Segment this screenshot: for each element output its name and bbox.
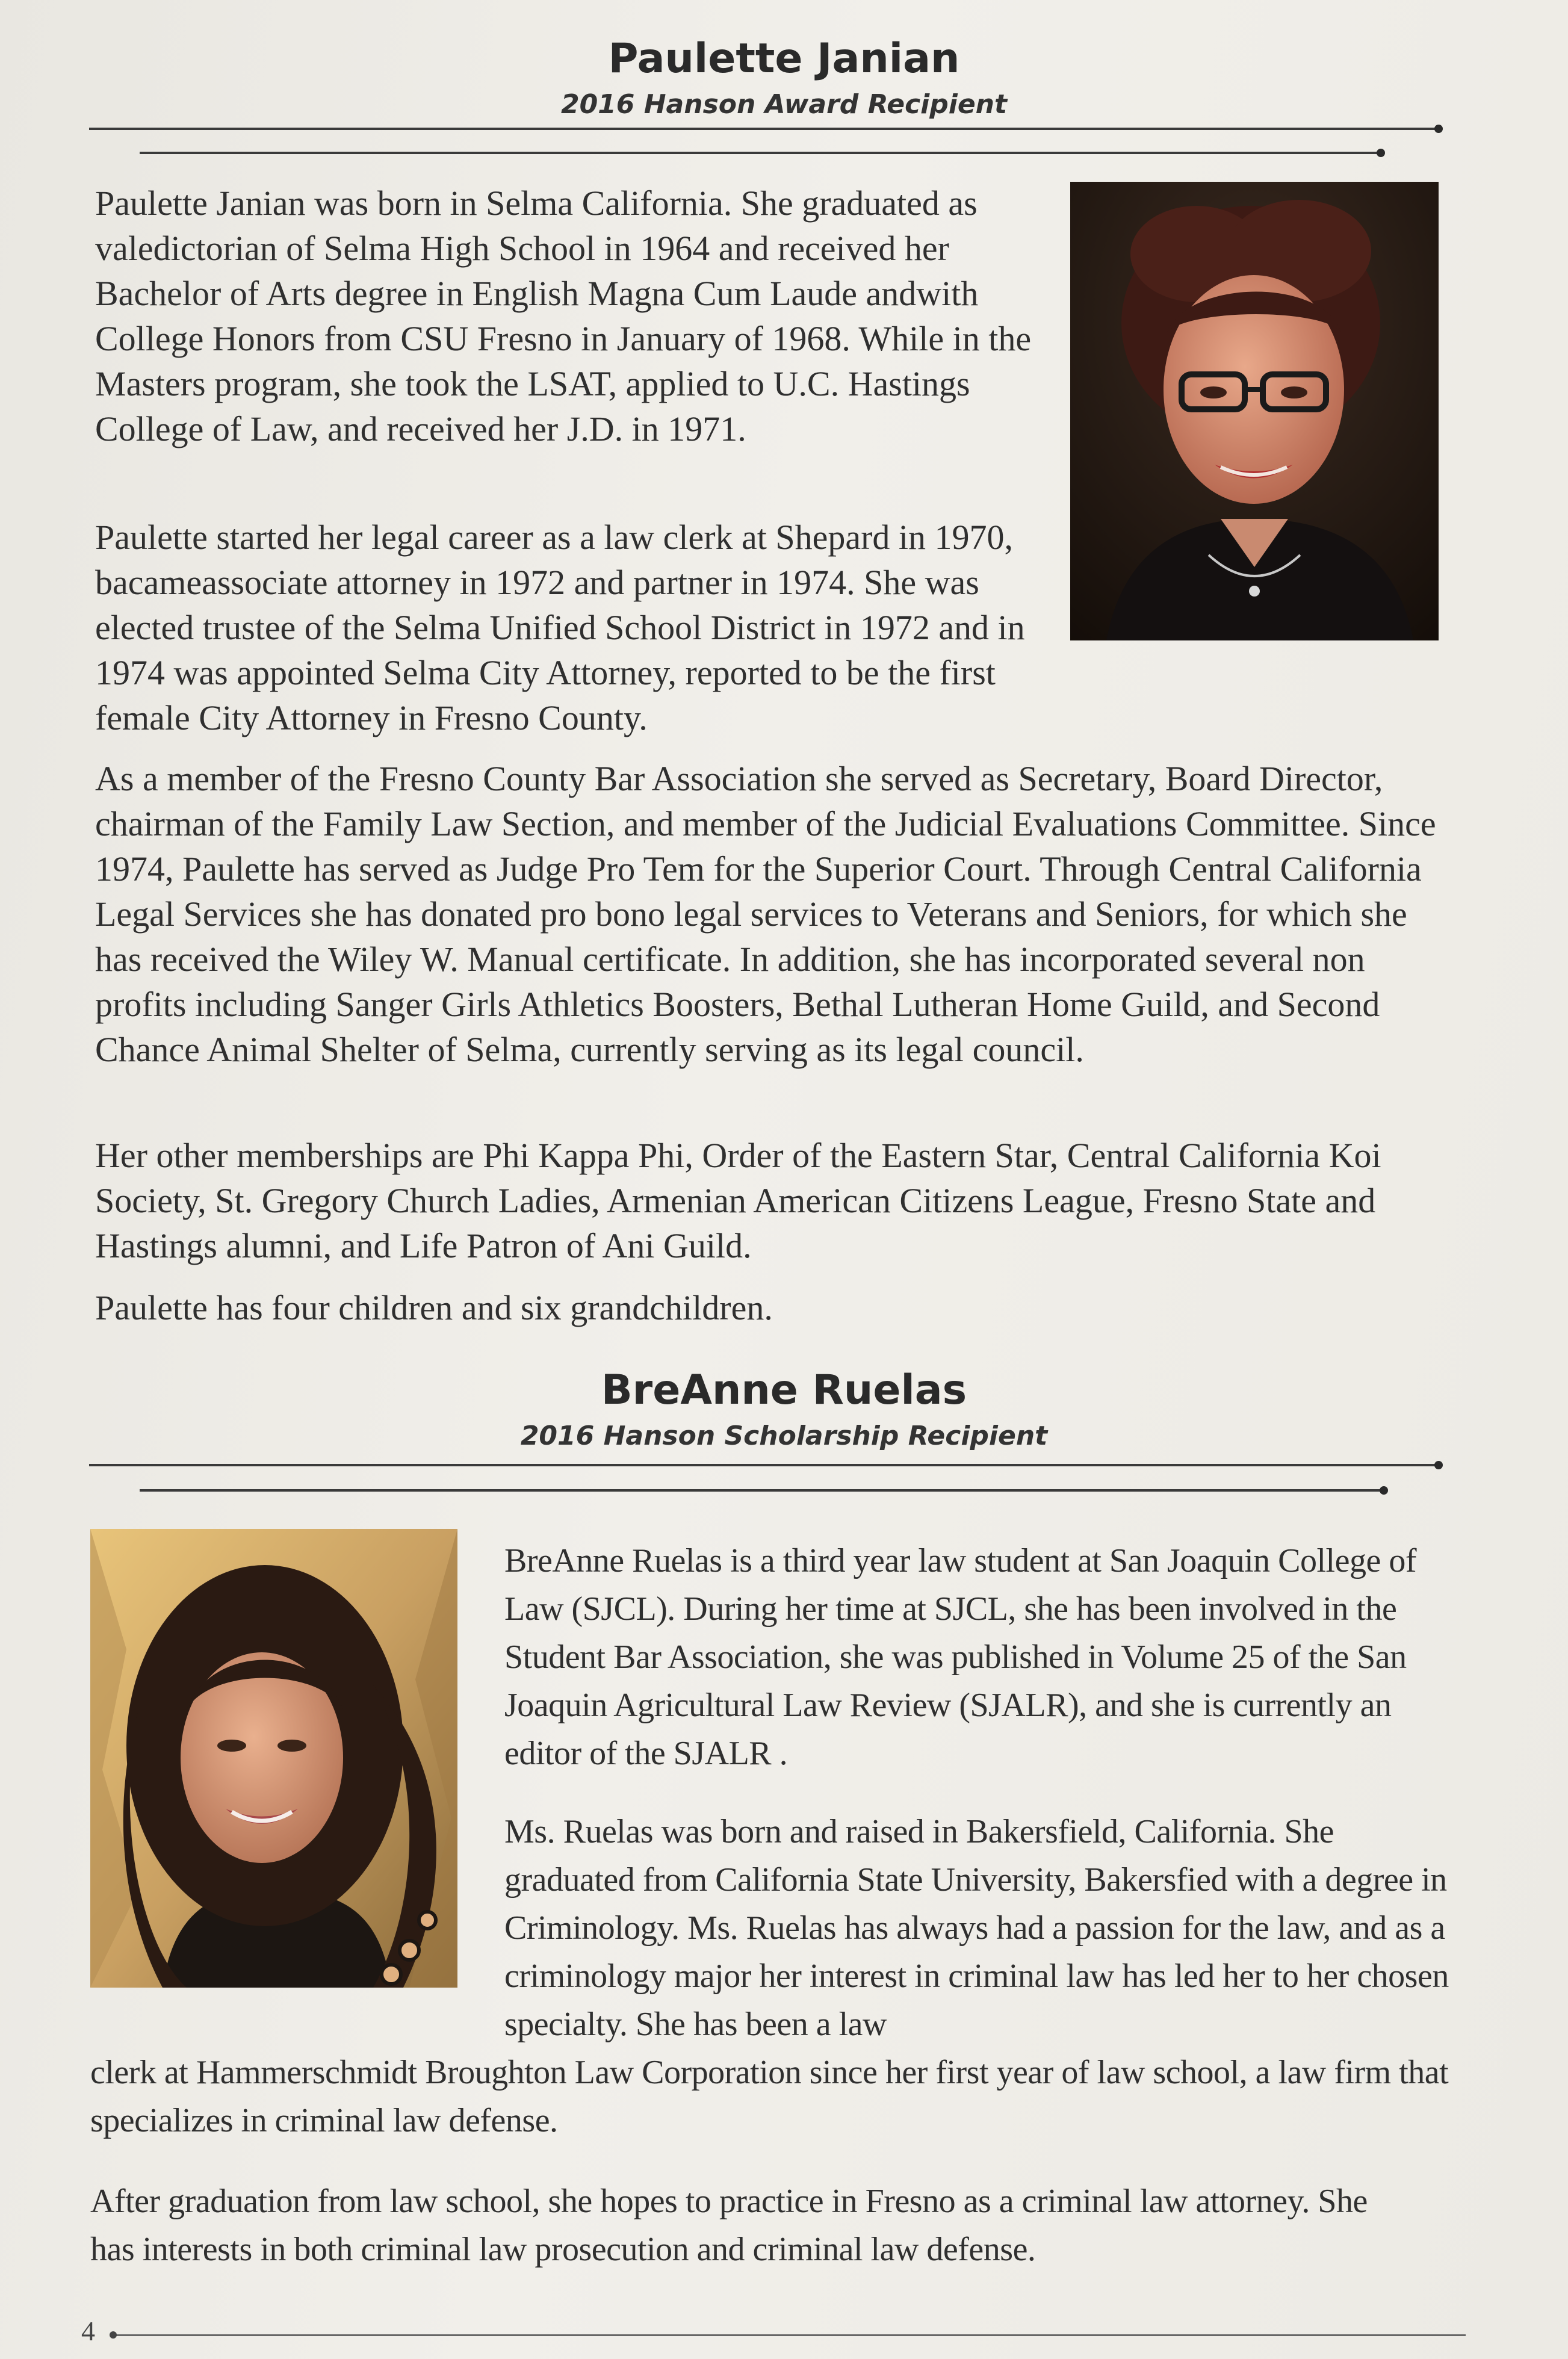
award-divider-top	[89, 128, 1437, 130]
award-subtitle: 2016 Hanson Award Recipient	[560, 89, 1008, 120]
scholarship-divider-bottom	[140, 1489, 1383, 1492]
scholarship-paragraph-3: clerk at Hammerschmidt Broughton Law Corporation since her first year of law school, a law firm that specializes in criminal law defense.	[90, 2054, 1449, 2139]
breanne-ruelas-portrait	[90, 1529, 457, 1988]
award-paragraph-5: Paulette has four children and six grandchildren.	[95, 1288, 773, 1327]
scholarship-paragraph-2: Ms. Ruelas was born and raised in Bakersfield, California. She graduated from California State University, Bakersfied with a degree in Criminology. Ms. Ruelas has always had a passion for the law, and as a criminology major her interest in criminal law has led her to her chosen specialty. She has been a law	[504, 1813, 1449, 2043]
award-paragraph-3: As a member of the Fresno County Bar Association she served as Secretary, Board Director, chairman of the Family Law Section, and member of the Judicial Evaluations Committee. Since 1974, Paulette has served as Judge Pro Tem for the Superior Court. Through Central California Legal Services she has donated pro bono legal services to Veterans and Seniors, for which she has received the Wiley W. Manual certificate. In addition, she has incorporated several non profits including Sanger Girls Athletics Boosters, Bethal Lutheran Home Guild, and Second Chance Animal Shelter of Selma, currently serving as its legal council.	[95, 759, 1436, 1069]
paulette-janian-portrait	[1070, 182, 1439, 640]
award-paragraph-1: Paulette Janian was born in Selma California. She graduated as valedictorian of Selma High School in 1964 and received her Bachelor of Arts degree in English Magna Cum Laude andwith College Honors from CSU Fresno in January of 1968. While in the Masters program, she took the LSAT, applied to U.C. Hastings College of Law, and received her J.D. in 1971.	[95, 184, 1032, 448]
scholarship-paragraph-4: After graduation from law school, she hopes to practice in Fresno as a criminal law attorney. She has interests in both criminal law prosecution and criminal law defense.	[90, 2183, 1368, 2268]
award-paragraph-4: Her other memberships are Phi Kappa Phi, Order of the Eastern Star, Central California Koi Society, St. Gregory Church Ladies, Armenian American Citizens League, Fresno State and Hastings alumni, and Life Patron of Ani Guild.	[95, 1136, 1381, 1265]
award-paragraph-2: Paulette started her legal career as a law clerk at Shepard in 1970, bacameassociate attorney in 1972 and partner in 1974. She was elected trustee of the Selma Unified School District in 1972 and in 1974 was appointed Selma City Attorney, reported to be the first female City Attorney in Fresno County.	[95, 518, 1025, 737]
scholarship-paragraph-1: BreAnne Ruelas is a third year law student at San Joaquin College of Law (SJCL). During her time at SJCL, she has been involved in the Student Bar Association, she was published in Volume 25 of the San Joaquin Agricultural Law Review (SJALR), and she is currently an editor of the SJALR .	[504, 1542, 1416, 1772]
award-recipient-name: Paulette Janian	[608, 35, 960, 82]
scholarship-recipient-name: BreAnne Ruelas	[601, 1366, 967, 1414]
page-number: 4	[81, 2316, 95, 2346]
footer-rule	[114, 2334, 1466, 2336]
scholarship-divider-top	[89, 1464, 1437, 1466]
scholarship-subtitle: 2016 Hanson Scholarship Recipient	[520, 1421, 1048, 1451]
award-divider-bottom	[140, 152, 1380, 154]
